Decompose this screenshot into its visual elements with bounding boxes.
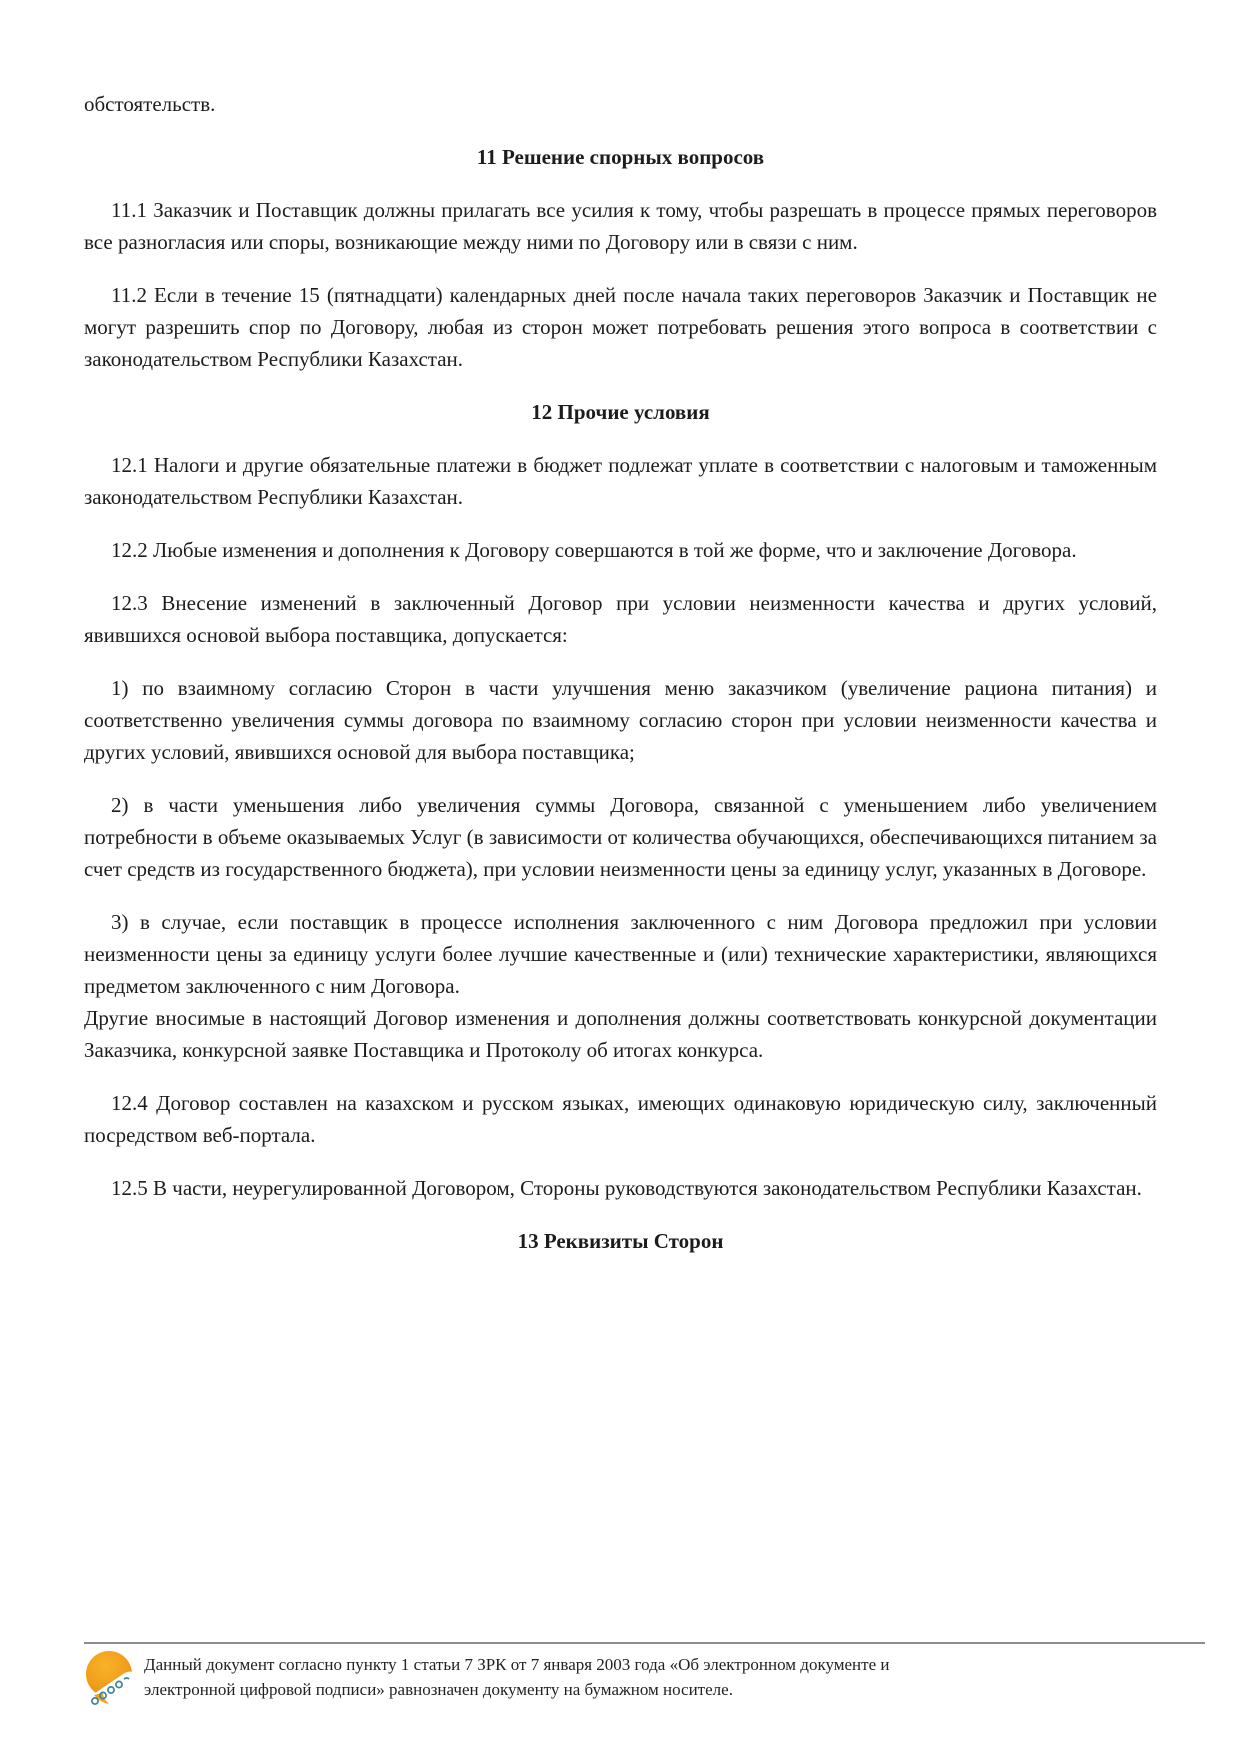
esign-footer <box>84 1642 1205 1707</box>
list-item-3: 3) в случае, если поставщик в процессе исполнения заключенного с ним Договора предложил при условии неизменности цены за единицу услуги более лучшие качественные и (или) технические характеристики, являющихся предметом заключенного с ним Договора. <box>84 910 1157 998</box>
paragraph-11-2: 11.2 Если в течение 15 (пятнадцати) календарных дней после начала таких переговоров Заказчик и Поставщик не могут разрешить спор по Договору, любая из сторон может потребовать решения этого вопроса в соответствии с законодательством Республики Казахстан. <box>84 283 1157 371</box>
section-heading-13: 13 Реквизиты Сторон <box>517 1229 724 1253</box>
list-item-2: 2) в части уменьшения либо увеличения суммы Договора, связанной с уменьшением либо увеличением потребности в объеме оказываемых Услуг (в зависимости от количества обучающихся, обеспечивающихся питанием за счет средств из государственного бюджета), при условии неизменности цены за единицу услуг, указанных в Договоре. <box>84 793 1157 881</box>
paragraph-11-1: 11.1 Заказчик и Поставщик должны прилагать все усилия к тому, чтобы разрешать в процессе прямых переговоров все разногласия или споры, возникающие между ними по Договору или в связи с ним. <box>84 198 1157 254</box>
paragraph-12-3: 12.3 Внесение изменений в заключенный Договор при условии неизменности качества и других условий, явившихся основой выбора поставщика, допускается: <box>84 591 1157 647</box>
paragraph-12-4: 12.4 Договор составлен на казахском и русском языках, имеющих одинаковую юридическую силу, заключенный посредством веб-портала. <box>84 1091 1157 1147</box>
paragraph-continuation: обстоятельств. <box>84 92 216 116</box>
section-heading-11: 11 Решение спорных вопросов <box>476 145 765 169</box>
paragraph-12-1: 12.1 Налоги и другие обязательные платежи в бюджет подлежат уплате в соответствии с налоговым и таможенным законодательством Республики Казахстан. <box>84 453 1157 509</box>
paragraph-12-5: 12.5 В части, неурегулированной Договором, Стороны руководствуются законодательством Республики Казахстан. <box>111 1176 1142 1200</box>
list-item-1: 1) по взаимному согласию Сторон в части улучшения меню заказчиком (увеличение рациона питания) и соответственно увеличения суммы договора по взаимному согласию сторон при условии неизменности качества и других условий, явившихся основой для выбора поставщика; <box>84 676 1157 764</box>
paragraph-other-changes: Другие вносимые в настоящий Договор изменения и дополнения должны соответствовать конкурсной документации Заказчика, конкурсной заявке Поставщика и Протоколу об итогах конкурса. <box>84 1006 1157 1062</box>
footer-divider <box>84 1642 1205 1644</box>
footer-row <box>84 1649 1205 1707</box>
paragraph-12-2: 12.2 Любые изменения и дополнения к Договору совершаются в той же форме, что и заключение Договора. <box>111 538 1077 562</box>
section-heading-12: 12 Прочие условия <box>531 400 710 424</box>
esign-note: Данный документ согласно пункту 1 статьи 7 ЗРК от 7 января 2003 года «Об электронном документе и электронной цифровой подписи» равнозначен документу на бумажном носителе. <box>144 1655 890 1699</box>
goszakup-logo-icon <box>84 1649 136 1707</box>
